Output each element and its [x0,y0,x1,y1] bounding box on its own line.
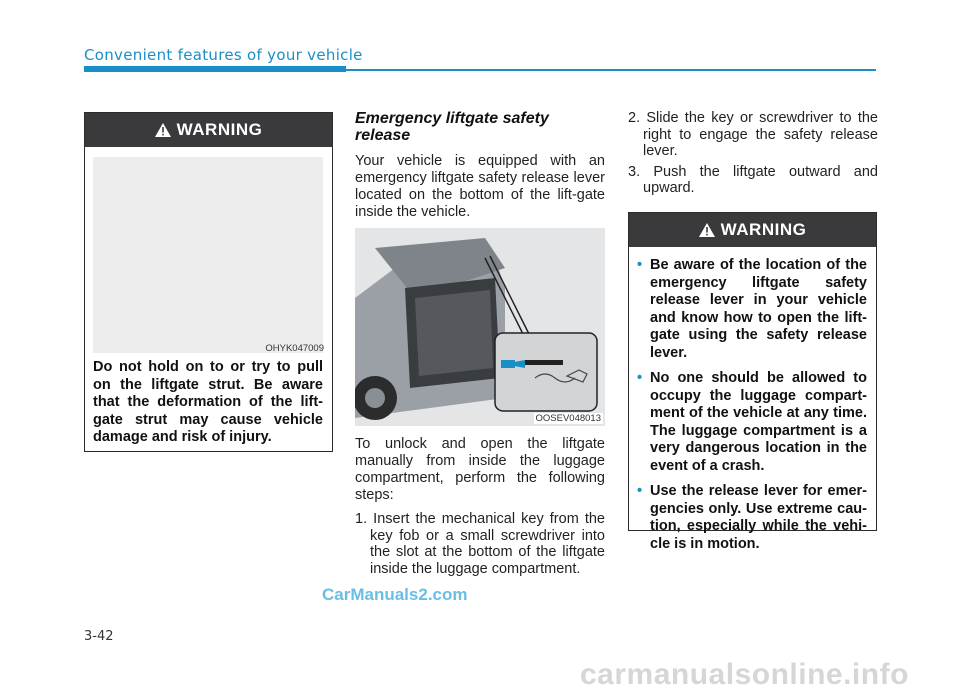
header-rule [346,69,876,71]
intro-paragraph: Your vehicle is equipped with an emergency liftgate safety release lever located on the bottom of the lift-gate inside the vehicle. [355,153,605,220]
middle-column [355,110,605,581]
left-warning-header [85,113,332,147]
right-warning-heading: WARNING [720,220,807,239]
header-title: Convenient features of your vehicle [84,46,363,64]
warning-triangle-icon [699,215,715,249]
left-warning-text: Do not hold on to or try to pull on the liftgate strut. Be aware that the deformation of the lift-gate strut may cause vehicle damage and risk of injury. [93,359,323,445]
liftgate-release-image [355,228,605,426]
warning-item: • No one should be allowed to occupy the luggage compart-ment of the vehicle at any time. The luggage compartment is a very dangerous location in the event of a crash. [637,370,867,474]
step-3: 3. Push the liftgate outward and upward. [628,163,878,196]
steps-intro: To unlock and open the liftgate manually from inside the luggage compartment, perform the following steps: [355,436,605,503]
liftgate-illustration [355,228,605,426]
right-warning-box [628,212,877,552]
step-1: 1. Insert the mechanical key from the key fob or a small screwdriver into the slot at the bottom of the liftgate inside the luggage compartment. [355,511,605,577]
middle-image-code: OOSEV048013 [535,413,601,424]
section-title: Emergency liftgate safety release [355,110,549,144]
left-warning-heading: WARNING [176,120,263,139]
page-number: 3-42 [84,629,114,644]
left-image-code: OHYK047009 [265,343,324,354]
warning-list [629,247,876,553]
watermark-bottom: carmanualsonline.info [580,658,909,691]
step-2: 2. Slide the key or screwdriver to the right to engage the safety release lever. [628,110,878,159]
warning-item: • Use the release lever for emer-gencies only. Use extreme cau-tion, especially while the vehi-cle is in motion. [637,483,867,552]
warning-item: • Be aware of the location of the emergency liftgate safety release lever in your vehicle and know how to open the lift-gate using the safety release lever. [637,257,867,361]
warning-triangle-icon [155,115,171,149]
watermark-top: CarManuals2.com [322,585,468,604]
right-column [628,110,878,201]
right-warning-header [629,213,876,247]
liftgate-strut-image [93,157,323,353]
left-warning-box [84,112,333,452]
header-bar [84,66,346,72]
